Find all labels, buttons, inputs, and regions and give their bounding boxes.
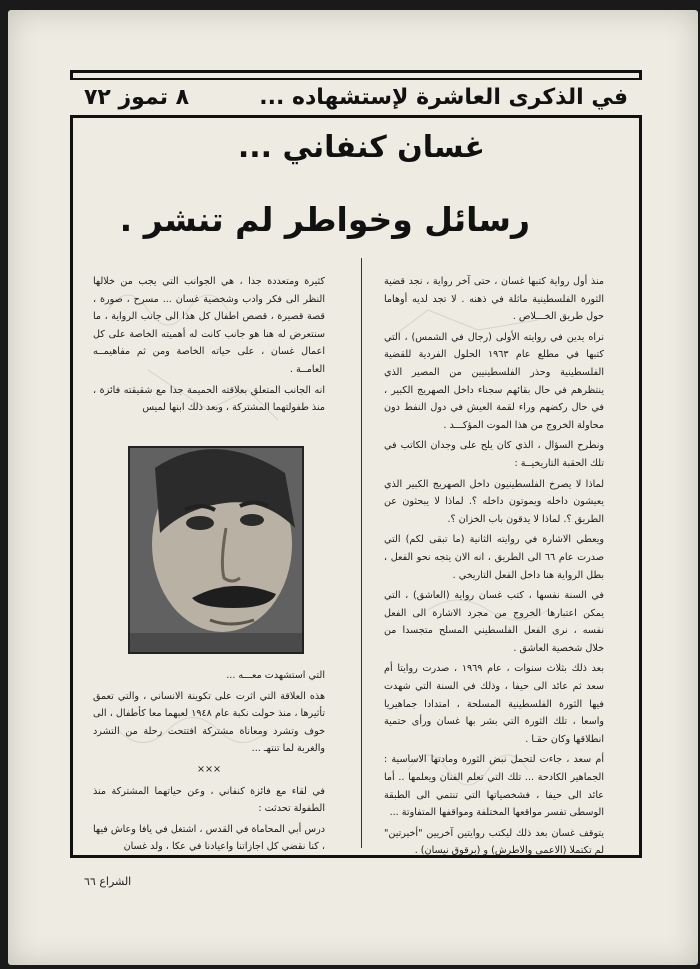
portrait-image bbox=[130, 448, 302, 652]
paragraph: هذه العلاقة التي اثرت على تكوينة الانساني ، والتي تعمق تأثيرها ، منذ حولت نكبة عام ١٩٤٨ لعبهما معا كأطفال ، الى خوف وتشرد ومعاناة مشتركة افتتحت رحلة من التشرد والغربة لما تنتهـ ... bbox=[93, 690, 325, 755]
column-divider bbox=[361, 258, 362, 848]
paragraph: منذ أول رواية كتبها غسان ، حتى آخر رواية ، نجد قضية الثورة الفلسطينية ماثلة في ذهنه . لا تجد لديه أوهاما حول طريق الخـــلاص . bbox=[384, 276, 604, 323]
left-column-bottom bbox=[93, 667, 325, 859]
photo-caption: التي استشهدت معـــه ... bbox=[226, 670, 325, 681]
article-title: غسان كنفاني ... bbox=[237, 130, 485, 165]
footer-page-label: الشراع ٦٦ bbox=[84, 875, 132, 888]
paragraph: ونطرح السؤال ، الذي كان يلح على وجدان الكاتب في تلك الحقبة التاريخيــة : bbox=[384, 440, 604, 469]
paragraph: لماذا لا يصرخ الفلسطينيون داخل الصهريج الكبير الذي يعيشون داخله ويموتون داخله ؟. لماذا لا يبحثون عن الطريق ؟. لماذا لا يدقون باب الخزان ؟. bbox=[384, 478, 604, 525]
header-date: ٨ تموز ٧٢ bbox=[84, 85, 190, 110]
paragraph: انه الجانب المتعلق بعلاقته الحميمة جدا مع شقيقته فائزة ، منذ طفولتهما المشتركة ، وبعد ذلك ابنها لميس bbox=[93, 384, 325, 414]
paragraph: نراه يدين في روايته الأولى (رجال في الشمس) ، التي كتبها في مطلع عام ١٩٦٣ الحلول الفردية للقضية الفلسطينية وحذر الفلسطينيين من المصير الذي ينتظرهم في حال بقائهم سجناء داخل الصهريج الكبير ، في حال ركضهم وراء لقمة العيش في دول النفط دون محاولة الخروج من هذا الموت المؤكـــد . bbox=[384, 331, 604, 431]
paragraph: بعد ذلك بثلاث سنوات ، عام ١٩٦٩ ، صدرت روايتا أم سعد ثم عائد الى حيفا ، وذلك في السنة التي شهدت فيها الثورة الفلسطينية المسلحة ، امتدادا جماهيريا واسعا ، تلك الثورة التي بشر بها غسان ورأى حتمية انطلاقها وكان حقـا . bbox=[384, 663, 604, 745]
separator: ××× bbox=[196, 763, 222, 775]
article-subtitle: رسائل وخواطر لم تنشر . bbox=[119, 200, 530, 239]
paragraph: أم سعد ، جاءت لتحمل نبض الثورة ومادتها الاساسية : الجماهير الكادحة ... تلك التي تعلم الفنان ويعلمها .. أما عائد الى حيفا ، فشخصياتها التي تنتمي الى الطبقة الوسطى تفسر مواقعها المختلفة ومواقفها المتفاوتة ... bbox=[384, 754, 604, 819]
portrait-photo bbox=[128, 446, 304, 654]
paragraph: في السنة نفسها ، كتب غسان رواية (العاشق) ، التي يمكن اعتبارها الخروج من مجرد الاشارة الى الفعل نفسه ، نرى الفعل الفلسطيني المسلح متجسدا من خلال شخصية العاشق . bbox=[384, 590, 604, 654]
right-column bbox=[384, 273, 604, 863]
paragraph: كثيرة ومتعددة جدا ، هي الجوانب التي يجب من خلالها النظر الى فكر وادب وشخصية غسان ... مسرح ، صورة ، قصة قصيرة ، قصص اطفال كل هذا الى جانب الرواية ، ما سنتعرض له هنا هو جانب كانت له أهميته الخاصة على كل اعمال غسان ، على حياته الخاصة ومن ثم مفاهيمــه العامــة . bbox=[93, 276, 325, 375]
header-banner bbox=[70, 78, 642, 118]
left-column-top bbox=[93, 273, 325, 420]
paragraph: يتوقف غسان بعد ذلك ليكتب روايتين آخريين "أخيرتين" لم تكتملا (الاعمى والاطرش) و (برقوق نيسان) . bbox=[384, 827, 604, 857]
paragraph: ويعطي الاشارة في روايته الثانية (ما تبقى لكم) التي صدرت عام ٦٦ الى الطريق ، انه الان يتجه نحو الفعل ، بطل الرواية هنا داخل الفعل التاريخي . bbox=[384, 534, 604, 581]
paragraph: درس أبي المحاماة في القدس ، اشتغل في يافا وعاش فيها ، كنا نقضي كل اجازاتنا واعيادنا في عكا ، ولد غسان bbox=[93, 823, 325, 853]
paragraph: في لقاء مع فائزة كنفاني ، وعن حياتهما المشتركة منذ الطفولة تحدثت : bbox=[93, 785, 325, 815]
header-kicker: في الذكرى العاشرة لإستشهاده ... bbox=[259, 85, 628, 110]
